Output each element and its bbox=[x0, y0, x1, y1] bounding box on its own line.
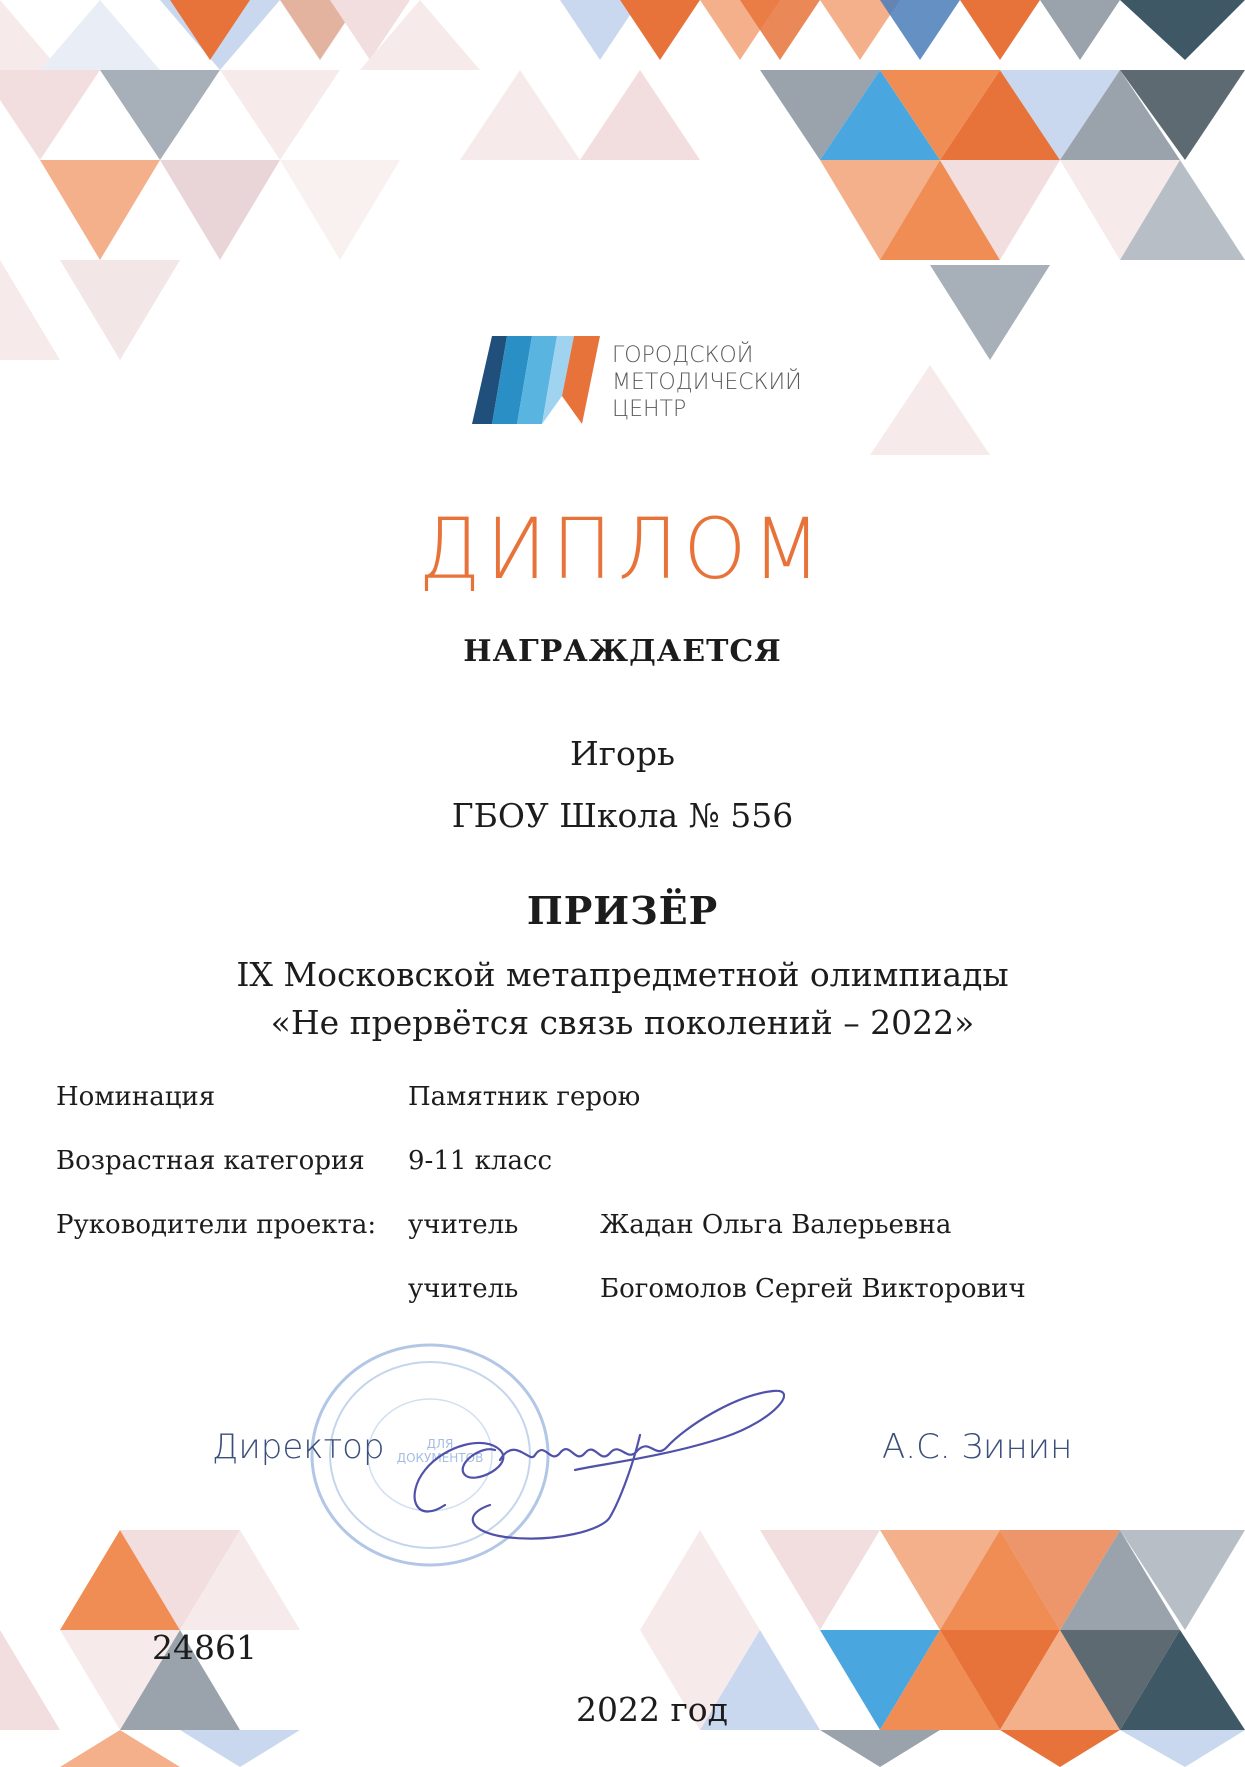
event-name-line-1: IX Московской метапредметной олимпиады bbox=[236, 955, 1009, 994]
diploma-number: 24861 bbox=[152, 1628, 257, 1667]
logo-text bbox=[612, 342, 802, 423]
logo-line-2: МЕТОДИЧЕСКИЙ bbox=[612, 370, 802, 395]
age-category-label: Возрастная категория bbox=[56, 1146, 365, 1176]
stamp-text: ДЛЯ ДОКУМЕНТОВ bbox=[396, 1437, 484, 1465]
recipient-name: Игорь bbox=[569, 734, 676, 773]
awarded-heading: НАГРАЖДАЕТСЯ bbox=[463, 634, 782, 669]
leader-2-role: учитель bbox=[408, 1274, 519, 1304]
project-leaders-label: Руководители проекта: bbox=[56, 1210, 377, 1240]
leader-1-role: учитель bbox=[408, 1210, 519, 1240]
director-label: Директор bbox=[212, 1427, 385, 1467]
leader-2-name: Богомолов Сергей Викторович bbox=[600, 1274, 1026, 1304]
nomination-value: Памятник герою bbox=[408, 1082, 641, 1112]
diploma-title: ДИПЛОМ bbox=[418, 500, 827, 598]
nomination-label: Номинация bbox=[56, 1082, 216, 1112]
event-name-line-2: «Не прервётся связь поколений – 2022» bbox=[270, 1003, 975, 1042]
award-rank: ПРИЗЁР bbox=[526, 888, 719, 933]
diploma-year: 2022 год bbox=[576, 1690, 728, 1729]
recipient-school: ГБОУ Школа № 556 bbox=[451, 796, 794, 835]
logo-line-1: ГОРОДСКОЙ bbox=[612, 343, 754, 368]
leader-1-name: Жадан Ольга Валерьевна bbox=[600, 1210, 952, 1240]
age-category-value: 9-11 класс bbox=[408, 1146, 553, 1176]
director-signature-icon bbox=[405, 1375, 785, 1545]
director-name: А.С. Зинин bbox=[882, 1427, 1073, 1467]
logo-line-3: ЦЕНТР bbox=[612, 397, 687, 422]
